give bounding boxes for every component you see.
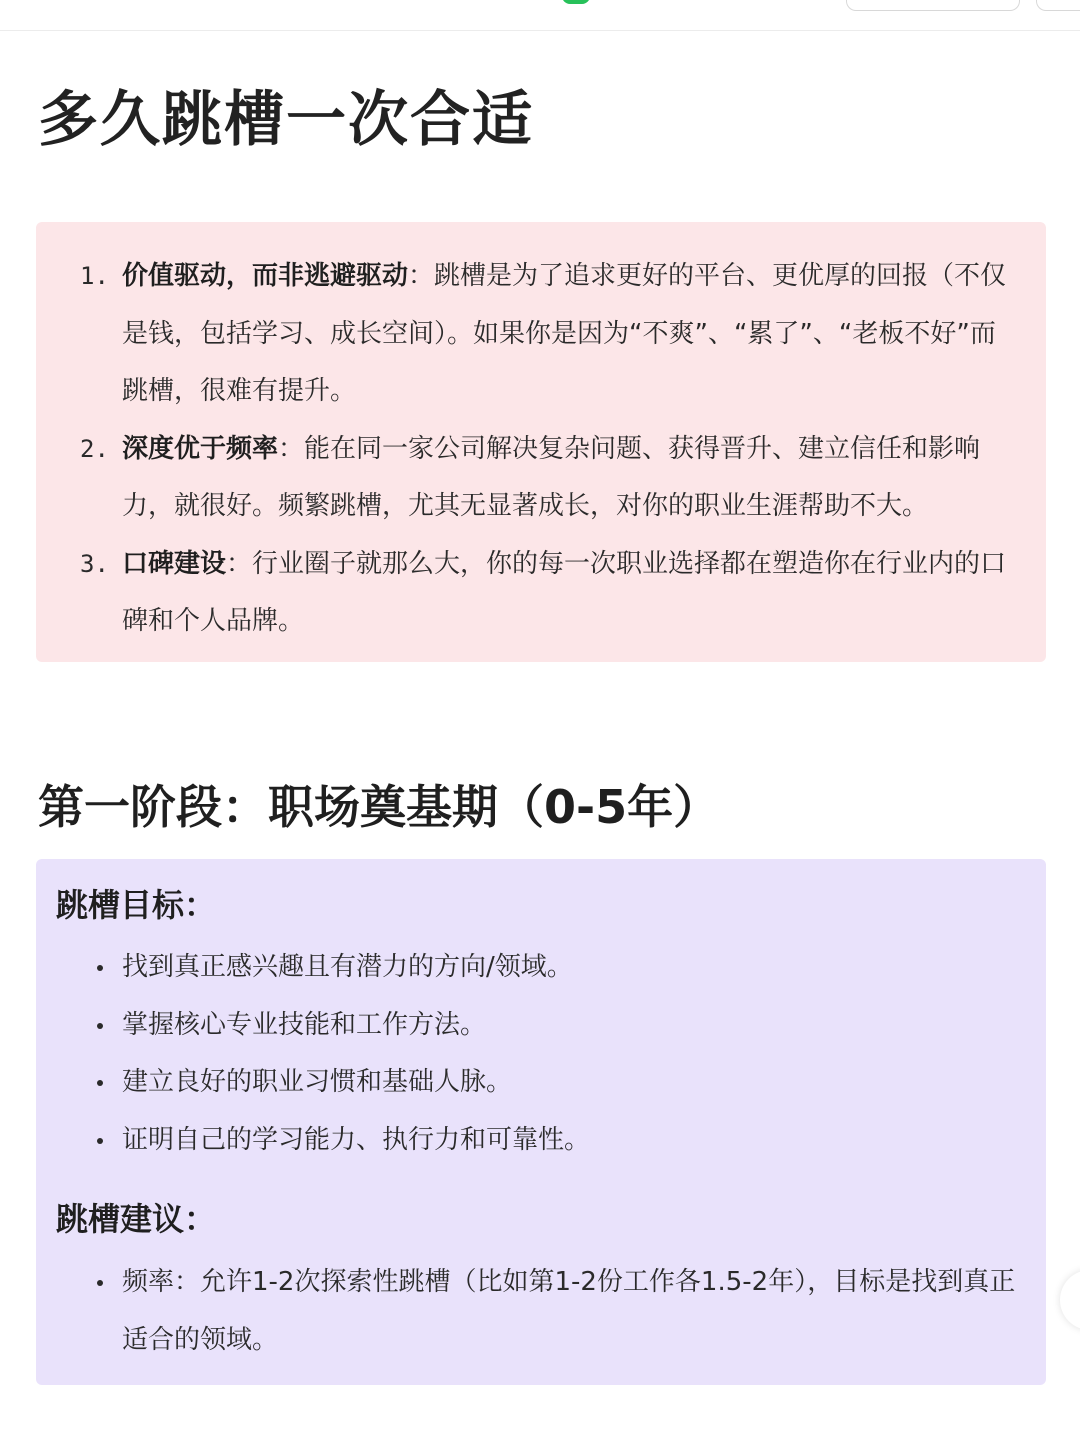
advice-list <box>36 1254 1036 1369</box>
top-bar <box>0 0 1080 31</box>
list-item <box>36 997 1036 1055</box>
toolbar-pill-button-secondary[interactable] <box>1036 0 1080 11</box>
principle-lead: 深度优于频率 <box>122 433 279 464</box>
list-item-text: 掌握核心专业技能和工作方法。 <box>122 1009 487 1040</box>
principle-body: ：能在同一家公司解决复杂问题、获得晋升、建立信任和影响力，就很好。频繁跳槽，尤其无显著成长，对你的职业生涯帮助不大。 <box>122 433 981 521</box>
principle-item <box>36 421 1018 536</box>
principles-list <box>36 222 1046 651</box>
principles-card <box>36 222 1046 662</box>
bullet-icon <box>97 1138 103 1144</box>
list-item-text: 证明自己的学习能力、执行力和可靠性。 <box>122 1124 591 1155</box>
principle-item <box>36 536 1018 651</box>
goals-list <box>36 939 1036 1169</box>
list-item <box>36 939 1036 997</box>
list-item <box>36 1254 1036 1369</box>
bullet-icon <box>97 1023 103 1029</box>
list-item-text: 找到真正感兴趣且有潜力的方向/领域。 <box>122 952 573 982</box>
list-item <box>36 1054 1036 1112</box>
goals-heading: 跳槽目标： <box>56 886 217 924</box>
list-item-text: 频率：允许1-2次探索性跳槽（比如第1-2份工作各1.5-2年），目标是找到真正适合的领域。 <box>122 1267 1016 1355</box>
bullet-icon <box>97 965 103 971</box>
advice-heading: 跳槽建议： <box>56 1200 217 1238</box>
list-item <box>36 1112 1036 1170</box>
bullet-icon <box>97 1280 103 1286</box>
principle-lead: 口碑建设 <box>122 548 227 579</box>
list-number: 2. <box>80 434 109 463</box>
list-item-text: 建立良好的职业习惯和基础人脉。 <box>122 1067 513 1097</box>
toolbar-pill-button[interactable] <box>846 0 1020 11</box>
stage-card <box>36 859 1046 1385</box>
page-title: 多久跳槽一次合适 <box>38 85 534 155</box>
floating-action-button[interactable] <box>1060 1270 1080 1330</box>
bullet-icon <box>97 1080 103 1086</box>
list-number: 1. <box>80 262 109 290</box>
principle-body: ：行业圈子就那么大，你的每一次职业选择都在塑造你在行业内的口碑和个人品牌。 <box>122 548 1007 636</box>
principle-item <box>36 248 1018 421</box>
principle-body: ：跳槽是为了追求更好的平台、更优厚的回报（不仅是钱，包括学习、成长空间）。如果你是因为“不爽”、“累了”、“老板不好”而跳槽，很难有提升。 <box>122 261 1007 406</box>
status-indicator <box>562 0 590 4</box>
principle-lead: 价值驱动，而非逃避驱动 <box>122 261 409 291</box>
stage-title: 第一阶段：职场奠基期（0-5年） <box>38 780 720 834</box>
list-number: 3. <box>80 549 109 578</box>
